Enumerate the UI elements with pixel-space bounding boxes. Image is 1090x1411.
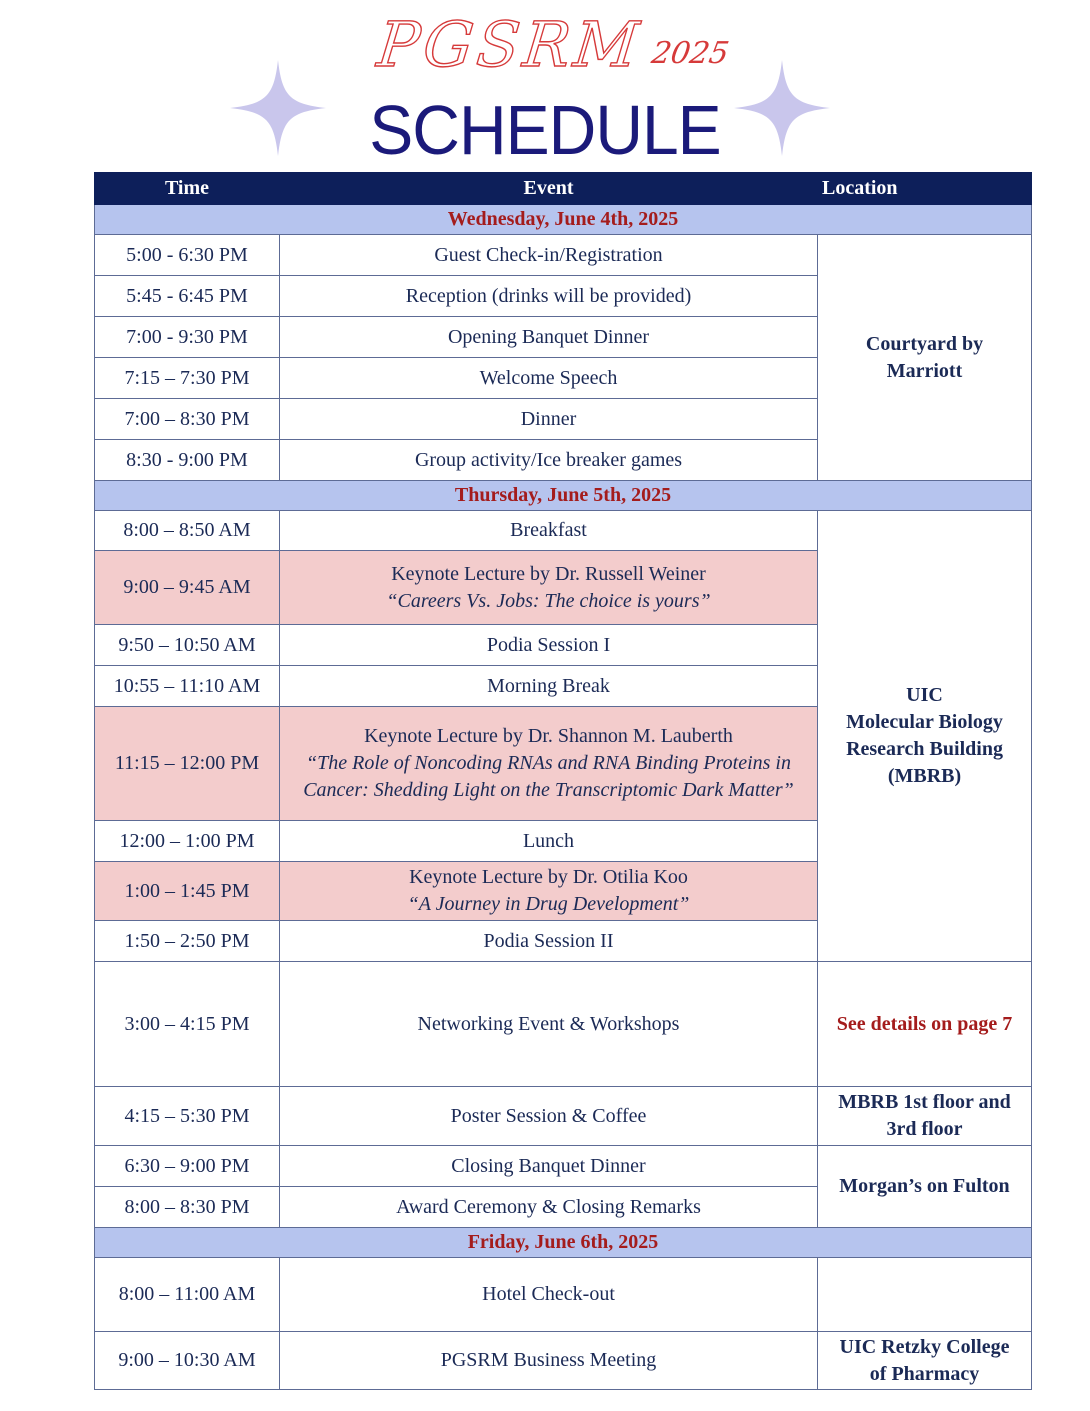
time-cell: 3:00 – 4:15 PM <box>95 962 280 1087</box>
day-row-thursday <box>95 481 1032 511</box>
page-title: SCHEDULE <box>369 91 721 169</box>
time-cell: 9:00 – 10:30 AM <box>95 1332 280 1390</box>
event-cell: Networking Event & Workshops <box>280 962 818 1087</box>
table-row <box>95 1258 1032 1332</box>
schedule-table <box>94 172 1032 1390</box>
location-cell-courtyard <box>818 235 1032 481</box>
event-cell <box>280 707 818 821</box>
script-title: PGSRM <box>374 8 646 81</box>
event-cell: Guest Check-in/Registration <box>280 235 818 276</box>
time-cell: 6:30 – 9:00 PM <box>95 1146 280 1187</box>
event-cell <box>280 862 818 921</box>
time-cell: 8:00 – 8:30 PM <box>95 1187 280 1228</box>
location-cell-empty <box>818 1258 1032 1332</box>
event-cell: Group activity/Ice breaker games <box>280 440 818 481</box>
event-cell: Lunch <box>280 821 818 862</box>
table-header-row <box>95 173 1032 205</box>
location-line: (MBRB) <box>887 765 962 787</box>
day-row-wednesday <box>95 205 1032 235</box>
event-cell: Hotel Check-out <box>280 1258 818 1332</box>
header-location: Location <box>818 173 1032 205</box>
event-cell: Welcome Speech <box>280 358 818 399</box>
time-cell: 5:45 - 6:45 PM <box>95 276 280 317</box>
day-label: Friday, June 6th, 2025 <box>95 1228 1032 1258</box>
page-header <box>0 0 1090 168</box>
event-cell: Morning Break <box>280 666 818 707</box>
keynote-title: Keynote Lecture by Dr. Russell Weiner <box>391 562 706 585</box>
table-row <box>95 1332 1032 1390</box>
table-row <box>95 511 1032 551</box>
time-cell: 8:00 – 11:00 AM <box>95 1258 280 1332</box>
event-cell <box>280 551 818 625</box>
location-line: 3rd floor <box>886 1118 963 1140</box>
time-cell: 8:30 - 9:00 PM <box>95 440 280 481</box>
table-row <box>95 1146 1032 1187</box>
table-row <box>95 962 1032 1087</box>
location-line: UIC Retzky College <box>839 1335 1010 1358</box>
location-cell-retzky <box>818 1332 1032 1390</box>
time-cell: 1:50 – 2:50 PM <box>95 921 280 962</box>
time-cell: 7:00 – 8:30 PM <box>95 399 280 440</box>
table-row <box>95 1087 1032 1146</box>
day-label: Wednesday, June 4th, 2025 <box>95 205 1032 235</box>
location-line: UIC <box>906 684 943 706</box>
time-cell: 9:50 – 10:50 AM <box>95 625 280 666</box>
event-cell: Poster Session & Coffee <box>280 1087 818 1146</box>
time-cell: 4:15 – 5:30 PM <box>95 1087 280 1146</box>
time-cell: 11:15 – 12:00 PM <box>95 707 280 821</box>
event-cell: Closing Banquet Dinner <box>280 1146 818 1187</box>
keynote-subtitle: “The Role of Noncoding RNAs and RNA Binding Proteins in Cancer: Shedding Light on the Transcriptomic Dark Matter” <box>303 752 794 801</box>
time-cell: 10:55 – 11:10 AM <box>95 666 280 707</box>
time-cell: 9:00 – 9:45 AM <box>95 551 280 625</box>
keynote-subtitle: “A Journey in Drug Development” <box>407 893 690 915</box>
keynote-subtitle: “Careers Vs. Jobs: The choice is yours” <box>386 589 711 612</box>
location-details-link: See details on page 7 <box>818 962 1032 1087</box>
time-cell: 5:00 - 6:30 PM <box>95 235 280 276</box>
location-line: MBRB 1st floor and <box>838 1091 1011 1113</box>
time-cell: 7:15 – 7:30 PM <box>95 358 280 399</box>
location-line: Courtyard by <box>865 332 984 355</box>
keynote-title: Keynote Lecture by Dr. Otilia Koo <box>409 866 688 888</box>
header-time: Time <box>95 173 280 205</box>
location-line: Marriott <box>886 359 963 382</box>
event-cell: PGSRM Business Meeting <box>280 1332 818 1390</box>
event-cell: Podia Session II <box>280 921 818 962</box>
time-cell: 12:00 – 1:00 PM <box>95 821 280 862</box>
location-line: of Pharmacy <box>869 1362 980 1385</box>
event-cell: Dinner <box>280 399 818 440</box>
keynote-title: Keynote Lecture by Dr. Shannon M. Lauberth <box>364 725 733 747</box>
location-cell-morgans: Morgan’s on Fulton <box>818 1146 1032 1228</box>
event-cell: Podia Session I <box>280 625 818 666</box>
time-cell: 7:00 - 9:30 PM <box>95 317 280 358</box>
event-cell: Breakfast <box>280 511 818 551</box>
location-line: Research Building <box>846 738 1003 760</box>
header-event: Event <box>280 173 818 205</box>
location-cell-mbrb <box>818 511 1032 962</box>
time-cell: 1:00 – 1:45 PM <box>95 862 280 921</box>
table-row <box>95 235 1032 276</box>
location-cell-poster <box>818 1087 1032 1146</box>
event-cell: Opening Banquet Dinner <box>280 317 818 358</box>
event-cell: Award Ceremony & Closing Remarks <box>280 1187 818 1228</box>
title-year: 2025 <box>648 36 732 71</box>
time-cell: 8:00 – 8:50 AM <box>95 511 280 551</box>
day-row-friday <box>95 1228 1032 1258</box>
day-label: Thursday, June 5th, 2025 <box>95 481 1032 511</box>
event-cell: Reception (drinks will be provided) <box>280 276 818 317</box>
location-line: Molecular Biology <box>846 711 1003 733</box>
